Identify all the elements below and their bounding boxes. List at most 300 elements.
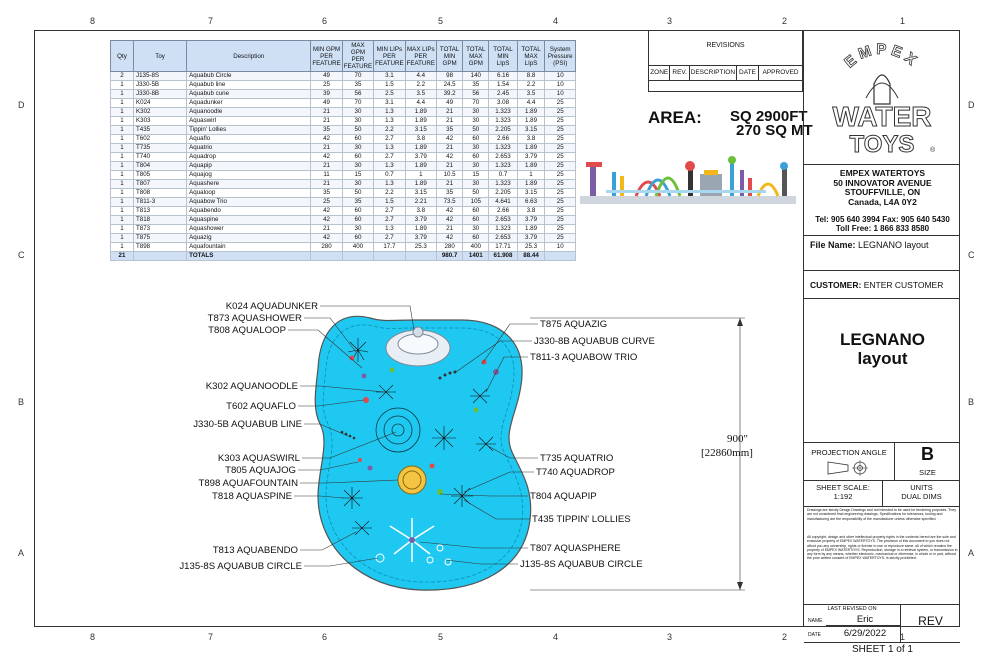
table-cell: 1.89	[405, 108, 436, 117]
table-cell: 2.653	[489, 153, 517, 162]
rev-col-zone: ZONE	[649, 66, 670, 80]
table-cell: 2.653	[489, 216, 517, 225]
table-cell: 2.66	[489, 207, 517, 216]
table-cell: 60	[463, 234, 489, 243]
table-cell: 10	[545, 81, 576, 90]
projection-angle-label: PROJECTION ANGLE	[811, 448, 887, 457]
table-total-cell: 980.7	[437, 252, 463, 261]
table-cell: 25.3	[405, 243, 436, 252]
table-cell: 1.89	[517, 162, 545, 171]
table-cell: 60	[463, 153, 489, 162]
table-cell: 3.15	[517, 189, 545, 198]
table-cell: 50	[342, 189, 373, 198]
area-sq-mt: 270 SQ MT	[736, 122, 813, 139]
table-cell: 15	[342, 171, 373, 180]
callout-t818: T818 AQUASPINE	[212, 491, 292, 502]
table-cell: 10	[545, 72, 576, 81]
table-cell: 1.323	[489, 108, 517, 117]
table-cell: 30	[342, 180, 373, 189]
callout-j135-8s-right: J135-8S AQUABUB CIRCLE	[520, 559, 643, 570]
callout-t873: T873 AQUASHOWER	[207, 313, 302, 324]
table-header-cell: TOTAL MIN GPM	[437, 41, 463, 72]
dimension-metric: [22860mm]	[701, 447, 753, 459]
table-cell: 3.5	[405, 90, 436, 99]
table-cell: 60	[463, 135, 489, 144]
table-total-cell: 61.908	[489, 252, 517, 261]
table-cell: 25	[545, 207, 576, 216]
table-cell: 1.89	[405, 144, 436, 153]
table-cell: 1	[111, 198, 134, 207]
table-cell: 1	[111, 117, 134, 126]
sheet-scale-value: 1:192	[833, 492, 853, 501]
table-cell: 35	[463, 81, 489, 90]
table-cell: 1.3	[374, 180, 405, 189]
table-cell: 3.15	[517, 126, 545, 135]
callout-j135-8s-left: J135-8S AQUABUB CIRCLE	[179, 561, 302, 572]
table-cell: 1.89	[405, 180, 436, 189]
customer-label: CUSTOMER:	[810, 280, 862, 290]
logo-toys-text: TOYS	[849, 131, 915, 158]
table-cell: 3.79	[405, 216, 436, 225]
table-cell: 3.08	[489, 99, 517, 108]
file-name-label: File Name:	[810, 240, 856, 250]
table-header-cell: TOTAL MAX LIpS	[517, 41, 545, 72]
table-cell: 35	[342, 81, 373, 90]
callout-k302: K302 AQUANOODLE	[205, 381, 298, 392]
table-cell: 1	[111, 108, 134, 117]
table-cell: Aquajog	[187, 171, 311, 180]
table-cell: 2.2	[517, 81, 545, 90]
table-cell: 21	[437, 117, 463, 126]
table-cell: 1	[111, 135, 134, 144]
table-cell: 1.89	[517, 144, 545, 153]
table-cell: J330-8B	[134, 90, 187, 99]
table-cell: 280	[311, 243, 342, 252]
zone-left-c: C	[18, 250, 25, 260]
table-cell: 21	[437, 144, 463, 153]
table-cell: 25	[545, 234, 576, 243]
zone-bottom-3: 3	[667, 632, 673, 642]
table-cell: 6.63	[517, 198, 545, 207]
zone-bottom-4: 4	[553, 632, 559, 642]
table-cell: 2.7	[374, 216, 405, 225]
table-cell: T735	[134, 144, 187, 153]
table-cell: 42	[311, 135, 342, 144]
table-cell: 21	[311, 180, 342, 189]
table-cell: 25	[311, 198, 342, 207]
callout-t808: T808 AQUALOOP	[208, 325, 286, 336]
table-cell: 2.205	[489, 126, 517, 135]
table-cell: 42	[437, 135, 463, 144]
table-cell: 30	[463, 144, 489, 153]
table-cell: 25	[545, 162, 576, 171]
callout-t735: T735 AQUATRIO	[540, 453, 614, 464]
copyright-disclaimer: All copyright, design and other intellectual property rights in the contents hereof are the sole and exclusive property of EMPEX WATERTOYS. The provision of this document to you does not afford you any ownership, rights or license to use or reproduce same, all of which remains the property of EMPEX WATERTOYS. Reproduction, storage in a retrieval system, or transmission in any form by any means, whether electronic, mechanical or otherwise, in whole or in part, without the prior written consent of EMPEX WATERTOYS, is strictly prohibited.	[807, 535, 958, 561]
table-cell: 3.8	[517, 207, 545, 216]
table-cell: 60	[463, 207, 489, 216]
table-cell: T602	[134, 135, 187, 144]
table-cell: 2.7	[374, 135, 405, 144]
table-cell: 25	[545, 180, 576, 189]
table-cell: 1.89	[517, 180, 545, 189]
table-cell: Aquaflo	[187, 135, 311, 144]
table-cell: 0.7	[374, 171, 405, 180]
zone-top-1: 1	[900, 16, 906, 26]
table-cell: 30	[463, 162, 489, 171]
table-cell: 21	[311, 162, 342, 171]
table-cell: Aquashere	[187, 180, 311, 189]
company-address-3: Canada, L4A 0Y2	[848, 196, 917, 207]
table-cell: 35	[311, 189, 342, 198]
zone-bottom-5: 5	[438, 632, 444, 642]
table-cell: 50	[463, 126, 489, 135]
table-cell: 30	[342, 117, 373, 126]
table-header-cell: Description	[187, 41, 311, 72]
table-cell: 3.8	[405, 207, 436, 216]
table-cell: 3.79	[517, 153, 545, 162]
callout-t804: T804 AQUAPIP	[530, 491, 597, 502]
table-cell: T807	[134, 180, 187, 189]
table-cell: Aquashower	[187, 225, 311, 234]
callout-j330-8b: J330-8B AQUABUB CURVE	[534, 336, 655, 347]
table-cell: 4.641	[489, 198, 517, 207]
company-name: EMPEX WATERTOYS	[839, 168, 926, 178]
table-cell: Aquazig	[187, 234, 311, 243]
table-cell: 25	[545, 153, 576, 162]
table-cell: 3.79	[405, 234, 436, 243]
company-address-2: STOUFFVILLE, ON	[844, 187, 921, 197]
table-total-cell: TOTALS	[187, 252, 311, 261]
table-cell: 0.7	[489, 171, 517, 180]
table-cell: 1	[111, 81, 134, 90]
zone-right-c: C	[968, 250, 975, 260]
rev-col-description: DESCRIPTION	[690, 66, 737, 80]
table-cell: 35	[437, 189, 463, 198]
table-cell: 17.71	[489, 243, 517, 252]
table-cell: 1	[111, 126, 134, 135]
table-cell: 35	[437, 126, 463, 135]
table-cell: 25	[545, 126, 576, 135]
table-cell: Aquapip	[187, 162, 311, 171]
callout-t811-3: T811-3 AQUABOW TRIO	[530, 352, 638, 363]
table-cell: 21	[311, 144, 342, 153]
size-label: SIZE	[919, 468, 936, 477]
table-cell: 25	[545, 171, 576, 180]
table-cell: 21	[437, 180, 463, 189]
table-cell: 105	[463, 198, 489, 207]
table-cell: 49	[311, 99, 342, 108]
table-cell: 50	[342, 126, 373, 135]
table-header-cell: MIN LIPs PER FEATURE	[374, 41, 405, 72]
table-cell: 2.2	[374, 126, 405, 135]
rev-col-approved: APPROVED	[762, 69, 799, 76]
table-cell: 50	[463, 189, 489, 198]
table-cell: 25	[545, 198, 576, 207]
table-cell: 4.4	[405, 99, 436, 108]
table-cell: 35	[311, 126, 342, 135]
table-cell: 42	[311, 216, 342, 225]
table-cell: 21	[437, 225, 463, 234]
area-label: AREA:	[648, 108, 702, 127]
table-cell: 10	[545, 90, 576, 99]
table-cell: 1	[111, 162, 134, 171]
company-phone: Tel: 905 640 3994 Fax: 905 640 5430	[815, 215, 950, 224]
table-cell: 49	[311, 72, 342, 81]
table-cell: 140	[463, 72, 489, 81]
table-header-cell: MAX LIPs PER FEATURE	[405, 41, 436, 72]
table-total-cell: 21	[111, 252, 134, 261]
table-cell: 17.7	[374, 243, 405, 252]
last-revised-label: LAST REVISED ON	[827, 606, 877, 612]
table-cell: 25	[545, 99, 576, 108]
units-label: UNITS	[910, 483, 933, 492]
callout-j330-5b: J330-5B AQUABUB LINE	[193, 419, 302, 430]
table-cell: 3.15	[405, 126, 436, 135]
table-cell: 1	[111, 153, 134, 162]
zone-top-6: 6	[322, 16, 328, 26]
table-cell: 3.8	[405, 135, 436, 144]
table-cell: 39	[311, 90, 342, 99]
area-sq-ft: SQ 2900FT	[730, 108, 808, 125]
table-header-cell: MIN GPM PER FEATURE	[311, 41, 342, 72]
table-cell: 3.1	[374, 99, 405, 108]
table-cell: 1	[111, 90, 134, 99]
zone-top-3: 3	[667, 16, 673, 26]
table-cell: 3.79	[517, 216, 545, 225]
table-cell: 1.5	[374, 81, 405, 90]
table-cell: T811-3	[134, 198, 187, 207]
zone-top-2: 2	[782, 16, 788, 26]
table-cell: 30	[463, 225, 489, 234]
table-cell: 21	[437, 108, 463, 117]
revisions-title: REVISIONS	[706, 42, 745, 49]
table-cell: 2.2	[374, 189, 405, 198]
table-cell: 1.89	[405, 117, 436, 126]
table-cell: 1.3	[374, 144, 405, 153]
callout-t740: T740 AQUADROP	[536, 467, 615, 478]
table-cell: J135-8S	[134, 72, 187, 81]
sheet-count: SHEET 1 of 1	[852, 644, 913, 655]
table-cell: Aquaswirl	[187, 117, 311, 126]
table-cell: Aquatrio	[187, 144, 311, 153]
table-cell: 3.15	[405, 189, 436, 198]
table-cell: Aquafountain	[187, 243, 311, 252]
table-cell: 25	[545, 135, 576, 144]
table-cell: T805	[134, 171, 187, 180]
company-tollfree: Toll Free: 1 866 833 8580	[835, 224, 930, 233]
table-cell: 280	[437, 243, 463, 252]
table-cell: 42	[311, 153, 342, 162]
table-cell: 49	[437, 99, 463, 108]
zone-right-a: A	[968, 548, 975, 558]
table-cell: T818	[134, 216, 187, 225]
table-total-cell: 1401	[463, 252, 489, 261]
zone-top-8: 8	[90, 16, 96, 26]
table-cell: 21	[311, 108, 342, 117]
table-cell: 1.323	[489, 144, 517, 153]
table-cell: 2.45	[489, 90, 517, 99]
table-cell: Aquabub cune	[187, 90, 311, 99]
revised-name: Eric	[856, 614, 874, 625]
table-cell: 24.5	[437, 81, 463, 90]
table-cell: T740	[134, 153, 187, 162]
table-cell: 60	[342, 207, 373, 216]
table-cell: 1	[111, 234, 134, 243]
table-cell: 3.8	[517, 135, 545, 144]
rev-col-rev: REV.	[670, 66, 690, 80]
table-cell: 1.5	[374, 198, 405, 207]
table-cell: 1	[517, 171, 545, 180]
table-cell: 25	[545, 225, 576, 234]
table-cell: 70	[342, 72, 373, 81]
table-cell: 1.89	[517, 225, 545, 234]
table-cell: 21	[437, 162, 463, 171]
callout-t813: T813 AQUABENDO	[212, 545, 298, 556]
table-cell: 35	[342, 198, 373, 207]
table-cell: 70	[463, 99, 489, 108]
table-cell: 10.5	[437, 171, 463, 180]
table-cell: 1.3	[374, 117, 405, 126]
revised-name-label: NAME	[808, 618, 823, 624]
table-cell: 2.21	[405, 198, 436, 207]
table-cell: 30	[463, 108, 489, 117]
callout-t898: T898 AQUAFOUNTAIN	[198, 478, 298, 489]
table-header-cell: TOTAL MAX GPM	[463, 41, 489, 72]
table-cell: 25	[545, 189, 576, 198]
table-cell: Aquaspine	[187, 216, 311, 225]
table-cell: 60	[342, 135, 373, 144]
table-cell: Aquadrop	[187, 153, 311, 162]
table-cell: Aquabow Trio	[187, 198, 311, 207]
table-cell: 25	[311, 81, 342, 90]
table-cell: T813	[134, 207, 187, 216]
table-cell: 3.79	[517, 234, 545, 243]
callout-t602: T602 AQUAFLO	[226, 401, 296, 412]
zone-bottom-6: 6	[322, 632, 328, 642]
table-cell: Aquanoodle	[187, 108, 311, 117]
table-cell: 25	[545, 117, 576, 126]
rev-col-date: DATE	[737, 66, 759, 80]
dimension-imperial: 900"	[727, 433, 748, 445]
units-value: DUAL DIMS	[901, 492, 942, 501]
table-cell: 1.323	[489, 162, 517, 171]
table-cell: K024	[134, 99, 187, 108]
callout-t807: T807 AQUASPHERE	[530, 543, 621, 554]
logo-water-text: WATER	[832, 101, 932, 132]
table-cell: 10	[545, 243, 576, 252]
table-cell: 42	[437, 234, 463, 243]
table-cell: 1.323	[489, 225, 517, 234]
table-cell: 39.2	[437, 90, 463, 99]
table-cell: 15	[463, 171, 489, 180]
table-cell: 25	[545, 108, 576, 117]
table-cell: Aquadunker	[187, 99, 311, 108]
table-cell: T804	[134, 162, 187, 171]
zone-top-7: 7	[208, 16, 214, 26]
company-address-1: 50 INNOVATOR AVENUE	[833, 177, 932, 188]
table-cell: Tippin' Lollies	[187, 126, 311, 135]
table-header-cell: MAX GPM PER FEATURE	[343, 42, 373, 70]
table-header-cell: Toy	[134, 41, 187, 72]
table-cell: 2.7	[374, 207, 405, 216]
table-cell: 1	[111, 99, 134, 108]
table-cell: 21	[311, 225, 342, 234]
table-cell: T875	[134, 234, 187, 243]
table-cell: T435	[134, 126, 187, 135]
table-cell: 3.1	[374, 72, 405, 81]
table-cell: 1.89	[405, 225, 436, 234]
svg-text:®: ®	[930, 147, 936, 154]
table-cell: K303	[134, 117, 187, 126]
revised-date-label: DATE	[808, 632, 821, 638]
zone-bottom-8: 8	[90, 632, 96, 642]
callout-t435: T435 TIPPIN' LOLLIES	[532, 514, 631, 525]
table-cell: 60	[342, 153, 373, 162]
table-cell: 21	[311, 117, 342, 126]
table-cell: 400	[342, 243, 373, 252]
table-cell: 25.3	[517, 243, 545, 252]
table-cell: 30	[342, 162, 373, 171]
table-cell: 2	[111, 72, 134, 81]
table-cell: 2.66	[489, 135, 517, 144]
table-cell: 1	[111, 171, 134, 180]
table-cell: 2.2	[405, 81, 436, 90]
table-cell: 2.205	[489, 189, 517, 198]
table-cell: 1	[111, 243, 134, 252]
table-cell: 30	[342, 144, 373, 153]
project-title-line1: LEGNANO	[840, 330, 925, 349]
logo-arc-text: EMPEX	[841, 40, 923, 72]
revised-date: 6/29/2022	[843, 628, 887, 639]
table-cell: 42	[437, 153, 463, 162]
file-name-value: LEGNANO layout	[858, 240, 929, 250]
customer-value: ENTER CUSTOMER	[863, 280, 944, 290]
rev-label: REV	[918, 614, 943, 628]
table-cell: 60	[342, 234, 373, 243]
table-cell: 56	[342, 90, 373, 99]
table-cell: 1.89	[517, 117, 545, 126]
zone-left-b: B	[18, 397, 25, 407]
table-cell: 1	[111, 225, 134, 234]
table-cell: T898	[134, 243, 187, 252]
zone-bottom-1: 1	[900, 632, 906, 642]
table-cell: J330-5B	[134, 81, 187, 90]
table-cell: T808	[134, 189, 187, 198]
table-cell: 1.3	[374, 108, 405, 117]
table-cell: 1.54	[489, 81, 517, 90]
zone-right-b: B	[968, 397, 975, 407]
table-cell: 1	[111, 144, 134, 153]
table-cell: 70	[342, 99, 373, 108]
zone-bottom-2: 2	[782, 632, 788, 642]
table-cell: 11	[311, 171, 342, 180]
table-cell: 73.5	[437, 198, 463, 207]
table-cell: 400	[463, 243, 489, 252]
zone-top-4: 4	[553, 16, 559, 26]
callout-k024: K024 AQUADUNKER	[225, 301, 318, 312]
table-cell: 98	[437, 72, 463, 81]
table-cell: 42	[437, 207, 463, 216]
table-cell: 1.3	[374, 225, 405, 234]
table-cell: 60	[342, 216, 373, 225]
zone-right-d: D	[968, 100, 975, 110]
sheet-scale-label: SHEET SCALE:	[816, 483, 870, 492]
table-cell: Aquabub Circle	[187, 72, 311, 81]
table-cell: 30	[342, 225, 373, 234]
table-cell: 56	[463, 90, 489, 99]
table-cell: 1.3	[374, 162, 405, 171]
table-cell: 1	[111, 189, 134, 198]
